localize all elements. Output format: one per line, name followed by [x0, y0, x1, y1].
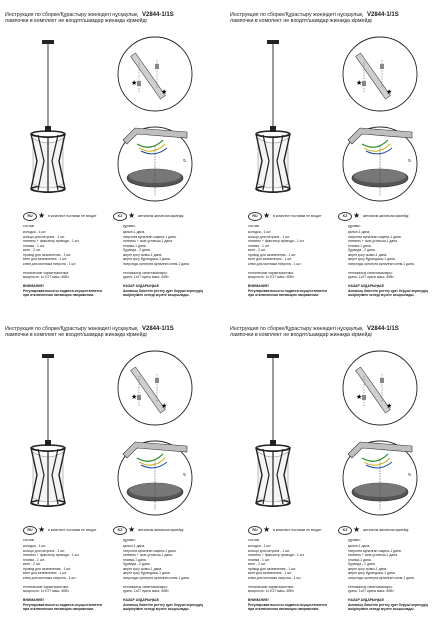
sheet-header: [230, 12, 445, 24]
ru-item: винт - 2 шт.: [23, 248, 41, 252]
ru-tech-title: технические характеристики:: [23, 270, 69, 275]
ru-tech-title: технические характеристики:: [23, 584, 69, 589]
kz-item: патронға арналған сақина-1 дана.: [123, 548, 177, 553]
ru-legend-text: в комплект поставки не входит: [273, 213, 322, 218]
ru-item: винт - 2 шт.: [23, 562, 41, 566]
ru-warning-line: при отключенном питающем напряжении.: [23, 293, 94, 297]
instruction-sheet: [5, 322, 220, 627]
kz-item: жерге қосу сымы-1 дана.: [123, 566, 163, 571]
ru-item: колодка - 1 шт.: [248, 230, 272, 234]
ru-item: винт - 2 шт.: [248, 562, 266, 566]
star-icon: ★: [263, 211, 271, 220]
kz-warning-line: өшірілуімен келеді жүзеге асырылады.: [348, 293, 415, 297]
star-icon: ★: [38, 211, 46, 220]
sheet-header: [5, 12, 220, 24]
legend-row: [230, 212, 445, 222]
lamp-figure: [13, 340, 83, 530]
ru-item: провод для заземления - 1 шт.: [248, 566, 297, 571]
legend-row: [5, 212, 220, 222]
ru-warning-title: ВНИМАНИЕ!: [23, 598, 44, 602]
assembly-diagram: [101, 36, 213, 216]
kz-item: ниппель + сым ұстағыш-1 дана.: [123, 553, 173, 557]
header-subtitle: лампочки в комплект не входят/шамдар жинаққа кірмейді: [230, 332, 372, 339]
lamp-figure: [13, 26, 83, 216]
diagram-figure: [326, 350, 438, 530]
header-title: Инструкция по сборке/Құрастыру жөніндегі нұсқаулық: [230, 326, 363, 332]
kz-item: бұрандa - 2 дана.: [348, 248, 376, 252]
kz-item: планка-1 дана.: [123, 243, 147, 248]
ru-legend-text: в комплект поставки не входит: [273, 527, 322, 532]
ru-warning-line: Регулировка высоты подвеса осуществляется: [248, 288, 328, 293]
ru-item: кольцо для патрона - 1 шт.: [248, 548, 290, 553]
kz-legend-text: жеткізілім жинағына кірмейді: [363, 213, 409, 218]
kz-column: [348, 538, 428, 612]
ru-item: колодка - 1 шт.: [23, 544, 47, 548]
diagram-figure: [101, 350, 213, 530]
kz-item: жерге қосу бұрандасы-1 дана.: [123, 257, 171, 261]
star-icon: ★: [38, 525, 46, 534]
kz-tech-title: техникалық сипаттамалары:: [123, 584, 168, 589]
ru-item: колодка - 1 шт.: [248, 544, 272, 548]
kz-column: [123, 224, 203, 298]
ru-warning-line: при отключенном питающем напряжении.: [23, 607, 94, 611]
kz-item: ниппель + сым ұстағыш-1 дана.: [348, 239, 398, 243]
ru-item: провод для заземления - 1 шт.: [23, 252, 72, 257]
kz-item: патронға арналған сақина-1 дана.: [348, 548, 402, 553]
ru-item: провод для заземления - 1 шт.: [23, 566, 72, 571]
ru-item: планка - 1 шт.: [23, 243, 45, 248]
ru-column: [23, 538, 102, 612]
kz-item: жерге қосу бұрандасы-1 дана.: [348, 257, 396, 261]
ru-column: [248, 538, 327, 612]
kz-warning-line: Аспаның биіктігін реттеу қуат беруші кернеудің: [123, 602, 203, 607]
ru-item: ниппель + фиксатор провода - 1 шт.: [248, 239, 305, 243]
header-title: Инструкция по сборке/Құрастыру жөніндегі нұсқаулық: [230, 12, 363, 18]
ru-legend-text: в комплект поставки не входит: [48, 527, 97, 532]
svg-text:★: ★: [386, 402, 393, 410]
svg-text:↻: ↻: [408, 158, 412, 163]
model-code: V2844-1/1S: [367, 12, 399, 18]
ru-warning-line: Регулировка высоты подвеса осуществляется: [23, 602, 103, 607]
kz-warning-title: НАЗАР АУДАРЫҢЫЗ!: [123, 284, 160, 288]
ru-item: провод для заземления - 1 шт.: [248, 252, 297, 257]
ru-composition-title: состав:: [23, 224, 35, 228]
kz-badge: KZ: [113, 526, 127, 535]
ru-tech-value: мощность: 1х E27 макс. 60Вт: [248, 589, 294, 593]
ru-column: [248, 224, 327, 298]
ru-badge: RU: [23, 212, 37, 221]
kz-item: патронға арналған сақина-1 дана.: [123, 234, 177, 239]
kz-tech-value: қуаты: 1х27 куаты макс. 60Вт: [348, 275, 394, 279]
kz-item: қалып-1 дана.: [348, 230, 371, 234]
instruction-sheet: [5, 8, 220, 313]
ru-warning-title: ВНИМАНИЕ!: [248, 598, 269, 602]
assembly-diagram: [326, 36, 438, 216]
svg-text:↻: ↻: [183, 158, 187, 163]
ru-composition-title: состав:: [248, 538, 260, 542]
kz-tech-value: қуаты: 1х27 куаты макс. 60Вт: [123, 275, 169, 279]
kz-tech-value: қуаты: 1х27 куаты макс. 60Вт: [123, 589, 169, 593]
ru-badge: RU: [23, 526, 37, 535]
kz-warning-line: өшірілуімен келеді жүзеге асырылады.: [123, 293, 190, 297]
model-code: V2844-1/1S: [142, 12, 174, 18]
ru-legend-text: в комплект поставки не входит: [48, 213, 97, 218]
svg-text:★: ★: [131, 79, 138, 87]
star-icon: ★: [353, 525, 361, 534]
kz-composition-title: құрамы:: [348, 224, 361, 228]
sheet-header: [230, 326, 445, 338]
ru-item: кольцо для патрона - 1 шт.: [23, 234, 65, 239]
kz-warning-line: өшірілуімен келеді жүзеге асырылады.: [348, 607, 415, 611]
kz-warning-title: НАЗАР АУДАРЫҢЫЗ!: [348, 284, 385, 288]
kz-badge: KZ: [338, 526, 352, 535]
kz-item: жерге қосу сымы-1 дана.: [123, 252, 163, 257]
kz-tech-value: қуаты: 1х27 куаты макс. 60Вт: [348, 589, 394, 593]
ru-item: винт - 2 шт.: [248, 248, 266, 252]
model-code: V2844-1/1S: [367, 326, 399, 332]
kz-legend-text: жеткізілім жинағына кірмейді: [138, 213, 184, 218]
kz-tech-title: техникалық сипаттамалары:: [123, 270, 168, 275]
kz-item: жерге қосу сымы-1 дана.: [348, 566, 388, 571]
ru-item: клем для монтажа патрона - 1 шт.: [23, 575, 77, 580]
ru-item: планка - 1 шт.: [248, 243, 270, 248]
ru-warning-line: при отключенном питающем напряжении.: [248, 293, 319, 297]
kz-composition-title: құрамы:: [123, 224, 136, 228]
svg-text:★: ★: [356, 79, 363, 87]
model-code: V2844-1/1S: [142, 326, 174, 332]
ru-item: планка - 1 шт.: [23, 557, 45, 562]
diagram-figure: [326, 36, 438, 216]
kz-item: ниппель + сым ұстағыш-1 дана.: [123, 239, 173, 243]
kz-item: планка-1 дана.: [348, 557, 372, 562]
ru-column: [23, 224, 102, 298]
ru-tech-value: мощность: 1х E27 макс. 60Вт: [23, 589, 69, 593]
pendant-lamp-illustration: [13, 26, 83, 216]
ru-item: винт для заземления - 1 шт.: [248, 571, 293, 575]
header-title: Инструкция по сборке/Құрастыру жөніндегі нұсқаулық: [5, 12, 138, 18]
ru-tech-title: технические характеристики:: [248, 270, 294, 275]
legend-row: [230, 526, 445, 536]
assembly-diagram: [101, 350, 213, 530]
ru-badge: RU: [248, 526, 262, 535]
pendant-lamp-illustration: [238, 340, 308, 530]
kz-item: бұрандa - 2 дана.: [123, 248, 151, 252]
pendant-lamp-illustration: [13, 340, 83, 530]
kz-item: патронға арналған сақина-1 дана.: [348, 234, 402, 239]
ru-item: кольцо для патрона - 1 шт.: [23, 548, 65, 553]
header-subtitle: лампочки в комплект не входят/шамдар жинаққа кірмейді: [5, 332, 147, 339]
kz-item: патронды орнатуға арналған клем-1 дана.: [348, 261, 415, 266]
star-icon: ★: [353, 211, 361, 220]
kz-item: планка-1 дана.: [348, 243, 372, 248]
kz-badge: KZ: [113, 212, 127, 221]
kz-composition-title: құрамы:: [123, 538, 136, 542]
kz-warning-line: өшірілуімен келеді жүзеге асырылады.: [123, 607, 190, 611]
kz-warning-line: Аспаның биіктігін реттеу қуат беруші кернеудің: [348, 602, 428, 607]
header-subtitle: лампочки в комплект не входят/шамдар жинаққа кірмейді: [5, 18, 147, 25]
kz-item: қалып-1 дана.: [123, 544, 146, 548]
kz-warning-title: НАЗАР АУДАРЫҢЫЗ!: [123, 598, 160, 602]
lamp-figure: [238, 26, 308, 216]
pendant-lamp-illustration: [238, 26, 308, 216]
ru-warning-title: ВНИМАНИЕ!: [23, 284, 44, 288]
ru-item: ниппель + фиксатор провода - 1 шт.: [248, 553, 305, 557]
kz-item: патронды орнатуға арналған клем-1 дана.: [123, 261, 190, 266]
ru-warning-line: при отключенном питающем напряжении.: [248, 607, 319, 611]
ru-item: винт для заземления - 1 шт.: [248, 257, 293, 261]
svg-text:★: ★: [386, 88, 393, 96]
svg-text:★: ★: [131, 393, 138, 401]
svg-text:★: ★: [161, 88, 168, 96]
ru-composition-title: состав:: [248, 224, 260, 228]
ru-tech-value: мощность: 1х E27 макс. 60Вт: [23, 275, 69, 279]
kz-item: ниппель + сым ұстағыш-1 дана.: [348, 553, 398, 557]
kz-item: бұрандa - 2 дана.: [123, 562, 151, 566]
kz-item: патронды орнатуға арналған клем-1 дана.: [348, 575, 415, 580]
legend-row: [5, 526, 220, 536]
ru-item: винт для заземления - 1 шт.: [23, 257, 68, 261]
ru-badge: RU: [248, 212, 262, 221]
instruction-sheet: [230, 8, 445, 313]
star-icon: ★: [128, 211, 136, 220]
ru-item: винт для заземления - 1 шт.: [23, 571, 68, 575]
ru-warning-line: Регулировка высоты подвеса осуществляется: [248, 602, 328, 607]
kz-item: қалып-1 дана.: [348, 544, 371, 548]
svg-text:★: ★: [356, 393, 363, 401]
diagram-figure: [101, 36, 213, 216]
kz-item: жерге қосу бұрандасы-1 дана.: [348, 571, 396, 575]
kz-badge: KZ: [338, 212, 352, 221]
sheet-header: [5, 326, 220, 338]
ru-item: ниппель + фиксатор провода - 1 шт.: [23, 239, 80, 243]
svg-text:↻: ↻: [183, 472, 187, 477]
kz-item: жерге қосу бұрандасы-1 дана.: [123, 571, 171, 575]
kz-item: жерге қосу сымы-1 дана.: [348, 252, 388, 257]
kz-warning-line: Аспаның биіктігін реттеу қуат беруші кернеудің: [348, 288, 428, 293]
ru-item: ниппель + фиксатор провода - 1 шт.: [23, 553, 80, 557]
kz-legend-text: жеткізілім жинағына кірмейді: [138, 527, 184, 532]
kz-tech-title: техникалық сипаттамалары:: [348, 270, 393, 275]
assembly-diagram: [326, 350, 438, 530]
lamp-figure: [238, 340, 308, 530]
kz-tech-title: техникалық сипаттамалары:: [348, 584, 393, 589]
svg-text:↻: ↻: [408, 472, 412, 477]
kz-warning-title: НАЗАР АУДАРЫҢЫЗ!: [348, 598, 385, 602]
ru-item: планка - 1 шт.: [248, 557, 270, 562]
ru-tech-title: технические характеристики:: [248, 584, 294, 589]
svg-text:★: ★: [161, 402, 168, 410]
header-subtitle: лампочки в комплект не входят/шамдар жинаққа кірмейді: [230, 18, 372, 25]
kz-column: [123, 538, 203, 612]
ru-item: колодка - 1 шт.: [23, 230, 47, 234]
kz-warning-line: Аспаның биіктігін реттеу қуат беруші кернеудің: [123, 288, 203, 293]
ru-warning-title: ВНИМАНИЕ!: [248, 284, 269, 288]
star-icon: ★: [263, 525, 271, 534]
ru-item: клем для монтажа патрона - 1 шт.: [248, 575, 302, 580]
ru-item: кольцо для патрона - 1 шт.: [248, 234, 290, 239]
ru-item: клем для монтажа патрона - 1 шт.: [248, 261, 302, 266]
ru-composition-title: состав:: [23, 538, 35, 542]
ru-tech-value: мощность: 1х E27 макс. 60Вт: [248, 275, 294, 279]
star-icon: ★: [128, 525, 136, 534]
ru-warning-line: Регулировка высоты подвеса осуществляется: [23, 288, 103, 293]
ru-item: клем для монтажа патрона - 1 шт.: [23, 261, 77, 266]
kz-legend-text: жеткізілім жинағына кірмейді: [363, 527, 409, 532]
kz-item: патронды орнатуға арналған клем-1 дана.: [123, 575, 190, 580]
kz-item: планка-1 дана.: [123, 557, 147, 562]
instruction-sheet: [230, 322, 445, 627]
kz-item: бұрандa - 2 дана.: [348, 562, 376, 566]
header-title: Инструкция по сборке/Құрастыру жөніндегі нұсқаулық: [5, 326, 138, 332]
kz-column: [348, 224, 428, 298]
kz-item: қалып-1 дана.: [123, 230, 146, 234]
kz-composition-title: құрамы:: [348, 538, 361, 542]
